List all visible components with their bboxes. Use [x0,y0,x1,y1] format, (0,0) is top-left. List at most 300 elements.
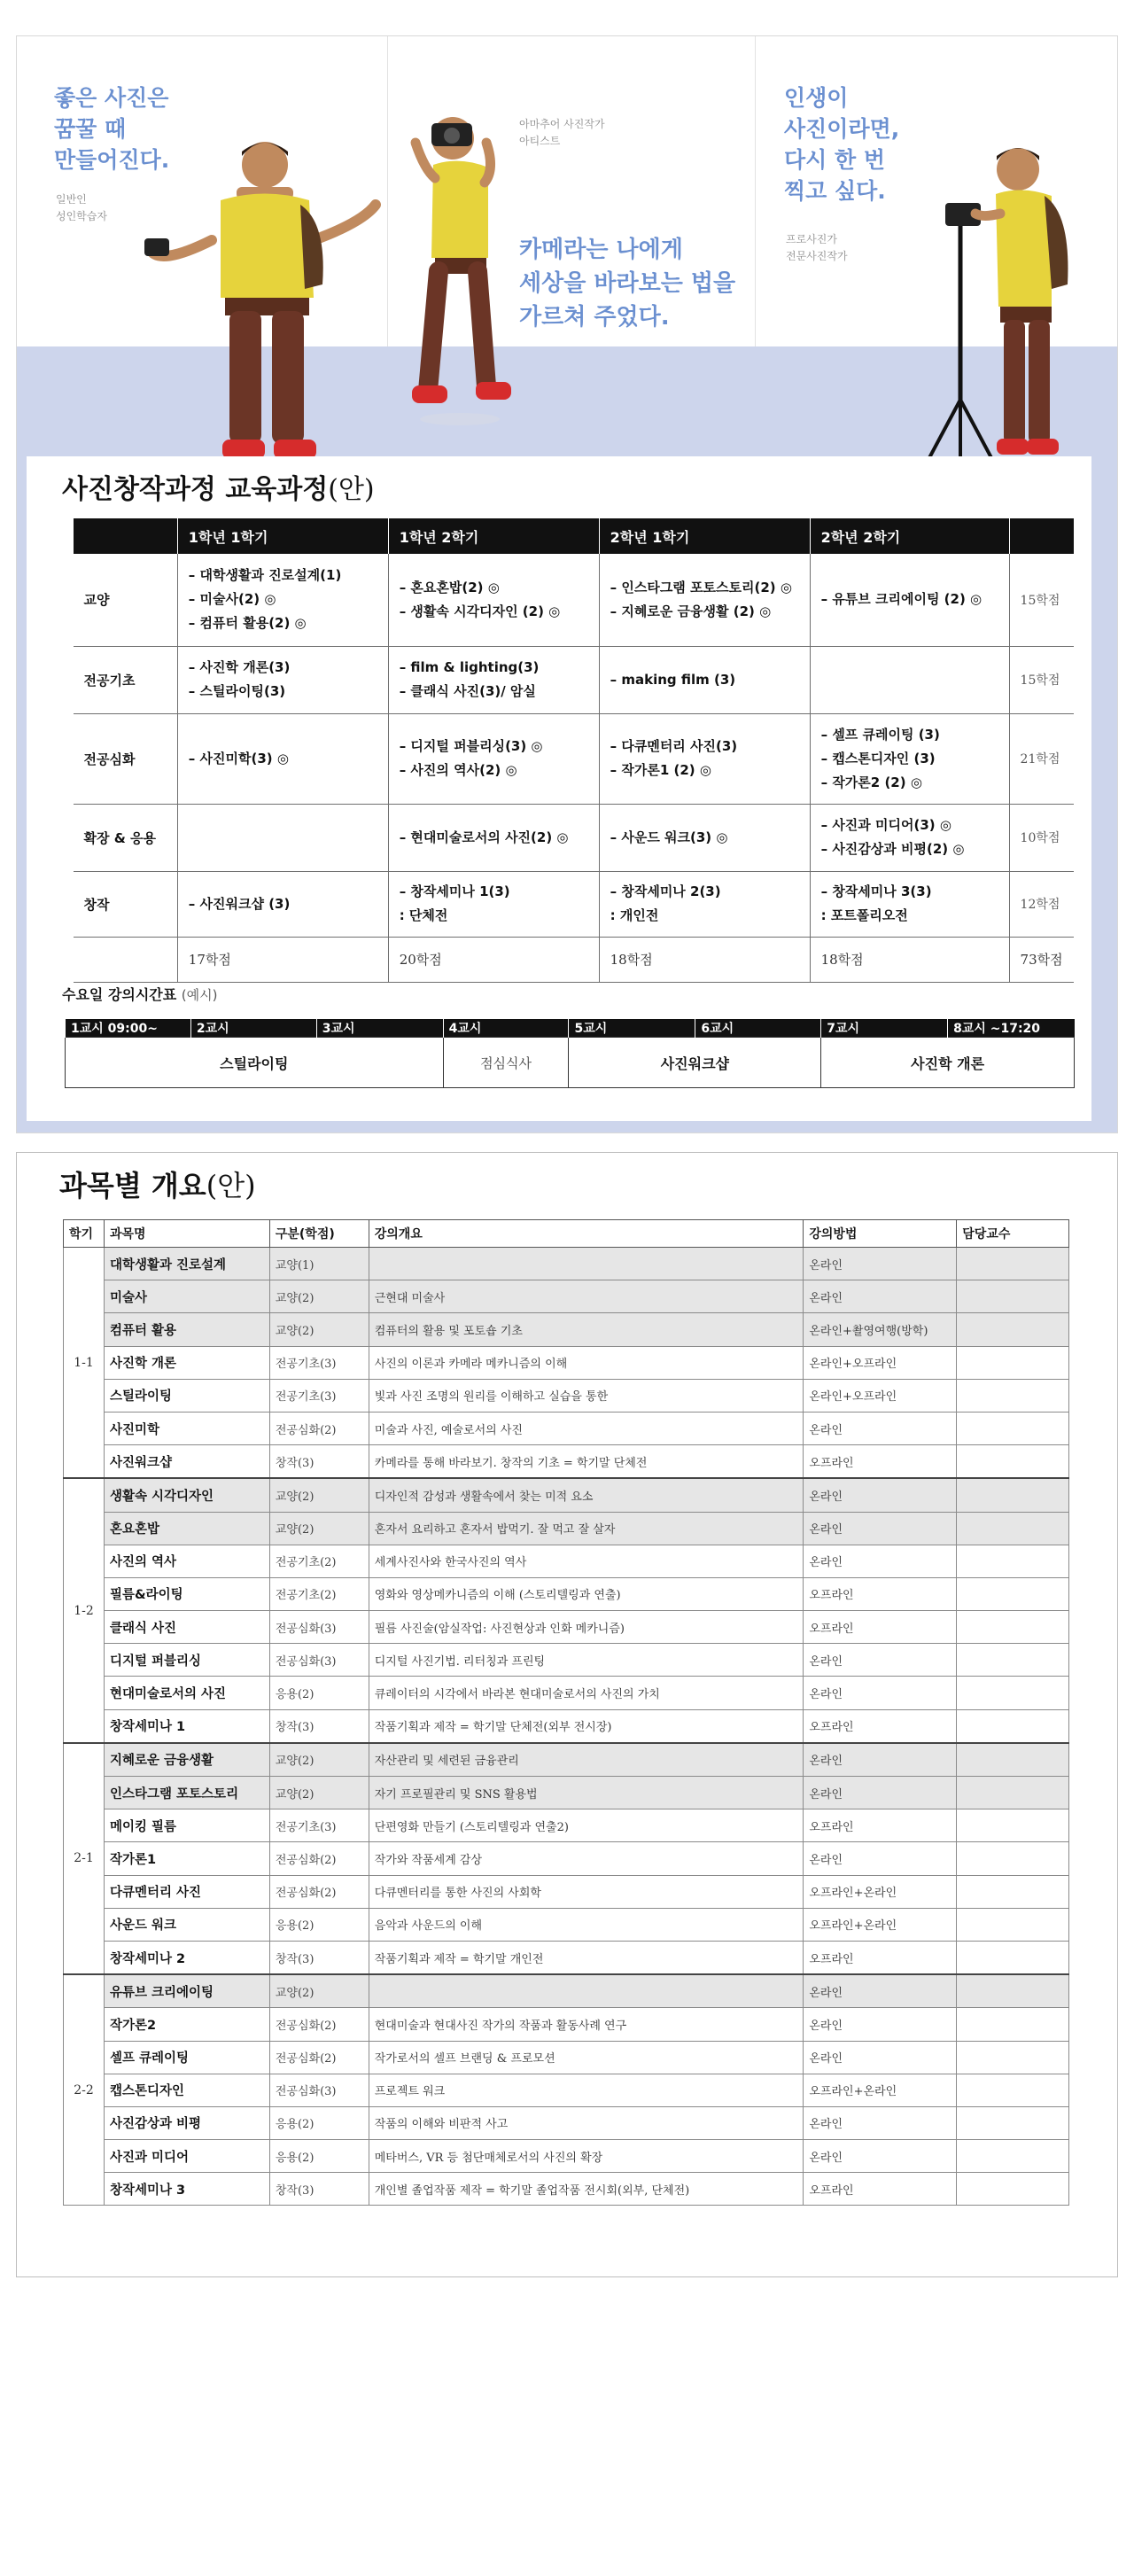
timetable-block-row [66,1038,1075,1088]
curriculum-cell [810,646,1009,713]
subject-description: 메타버스, VR 등 첨단매체로서의 사진의 확장 [369,2140,804,2173]
course-item: : 포트폴리오전 [820,907,908,923]
subject-row [64,2106,1069,2139]
semester-cell: 2-2 [64,1974,105,2206]
subject-row [64,1644,1069,1677]
subject-row [64,1445,1069,1479]
subject-description: 영화와 영상메카니즘의 이해 (스토리텔링과 연출) [369,1577,804,1610]
subject-professor [957,1677,1069,1709]
subject-name: 대학생활과 진로설계 [104,1248,269,1280]
curriculum-cell [810,804,1009,871]
curriculum-cell [599,646,810,713]
subject-name: 디지털 퍼블리싱 [104,1644,269,1677]
hero-who-2: 아마추어 사진작가 아티스트 [519,118,605,147]
subject-name: 다큐멘터리 사진 [104,1875,269,1908]
subject-name: 창작세미나 3 [104,2173,269,2206]
subject-row [64,2140,1069,2173]
course-item: – 클래식 사진(3)/ 암실 [399,683,536,699]
subject-description: 작가로서의 셀프 브랜딩 & 프로모션 [369,2041,804,2074]
subject-row [64,2041,1069,2074]
subject-description [369,1248,804,1280]
timetable-title-text: 수요일 강의시간표 [62,986,177,1003]
subject-method: 온라인+오프라인 [804,1346,957,1379]
subject-category: 전공심화(2) [269,1875,369,1908]
subject-category: 응용(2) [269,1677,369,1709]
subject-method: 오프라인+온라인 [804,2074,957,2106]
subject-name: 창작세미나 1 [104,1709,269,1743]
curriculum-credits: 10학점 [1009,804,1074,871]
curriculum-cell [177,554,388,646]
subject-category: 창작(3) [269,1445,369,1479]
hero-quote-3: 인생이 사진이라면, 다시 한 번 찍고 싶다. [784,85,900,204]
subject-professor [957,1875,1069,1908]
subject-name: 생활속 시각디자인 [104,1478,269,1512]
subject-description: 세계사진사와 한국사진의 역사 [369,1545,804,1577]
subject-description: 자산관리 및 세련된 금융관리 [369,1743,804,1777]
curriculum-row [74,804,1075,871]
subject-header-cell: 과목명 [104,1220,269,1248]
subject-name: 사진학 개론 [104,1346,269,1379]
subject-professor [957,1777,1069,1809]
subject-method: 오프라인 [804,1445,957,1479]
timetable-title [62,984,217,1004]
subject-method: 온라인 [804,1743,957,1777]
subject-description: 프로젝트 워크 [369,2074,804,2106]
subject-title-paren: (안) [206,1169,256,1202]
course-list [400,880,588,928]
subject-name: 혼요혼밥 [104,1512,269,1545]
subject-description: 사진의 이론과 카메라 메카니즘의 이해 [369,1346,804,1379]
course-item: – 창작세미나 3(3) [820,883,932,899]
subject-category: 창작(3) [269,1941,369,1974]
subject-table [63,1219,1069,2206]
timetable-title-note: (예시) [181,987,218,1003]
course-item: – 작가론1 (2) ◎ [610,762,711,778]
subject-method: 오프라인 [804,1709,957,1743]
course-item: – 사운드 워크(3) ◎ [610,829,728,845]
timetable-period: 8교시 ~17:20 [948,1019,1075,1038]
hero-who-1: 일반인 성인학습자 [56,193,107,222]
curriculum-header-cell: 2학년 2학기 [810,518,1009,554]
subject-row [64,1908,1069,1941]
subject-row [64,1709,1069,1743]
subject-professor [957,2041,1069,2074]
subject-description: 근현대 미술사 [369,1280,804,1313]
curriculum-cell [599,554,810,646]
subject-description: 음악과 사운드의 이해 [369,1908,804,1941]
subject-method: 온라인 [804,1248,957,1280]
subject-category: 전공기초(3) [269,1809,369,1842]
subject-header-cell: 담당교수 [957,1220,1069,1248]
subject-category: 전공심화(3) [269,1611,369,1644]
curriculum-header-row [74,518,1075,554]
subject-row [64,1346,1069,1379]
subject-row [64,2008,1069,2041]
curriculum-title [62,467,375,506]
course-list [821,588,998,611]
subject-header-row [64,1220,1069,1248]
course-item: – 캡스톤디자인 (3) [820,750,936,767]
photographer-figure-2 [389,89,531,435]
subject-professor [957,1379,1069,1412]
course-item: – 대학생활과 진로설계(1) [188,567,342,584]
course-list [610,826,799,850]
subject-name: 창작세미나 2 [104,1941,269,1974]
curriculum-cell [388,554,599,646]
course-item: – film & lighting(3) [399,659,540,675]
course-item: – 컴퓨터 활용(2) ◎ [188,615,307,632]
subject-category: 응용(2) [269,2140,369,2173]
course-list [400,576,588,624]
subject-method: 온라인 [804,2041,957,2074]
semester-cell: 2-1 [64,1743,105,1974]
course-list [821,723,998,795]
course-list [821,880,998,928]
curriculum-cell [599,871,810,937]
subject-description: 필름 사진술(암실작업: 사진현상과 인화 메카니즘) [369,1611,804,1644]
subject-row [64,2173,1069,2206]
curriculum-header-cell [1009,518,1074,554]
subject-method: 온라인 [804,1512,957,1545]
subject-professor [957,2074,1069,2106]
hero-who-3: 프로사진가 전문사진작가 [786,233,848,262]
subject-professor [957,1743,1069,1777]
curriculum-total-row [74,937,1075,982]
subject-method: 온라인+오프라인 [804,1379,957,1412]
subject-description: 큐레이터의 시각에서 바라본 현대미술로서의 사진의 가치 [369,1677,804,1709]
subject-method: 온라인 [804,2008,957,2041]
subject-category: 교양(2) [269,1280,369,1313]
subject-professor [957,1644,1069,1677]
subject-name: 사진의 역사 [104,1545,269,1577]
subject-method: 오프라인+온라인 [804,1875,957,1908]
subject-row [64,1577,1069,1610]
subject-method: 온라인 [804,1677,957,1709]
timetable-block: 스틸라이팅 [66,1038,444,1088]
curriculum-header-cell: 2학년 1학기 [599,518,810,554]
subject-title-text: 과목별 개요 [59,1169,206,1202]
subject-row [64,1777,1069,1809]
course-item: – 디지털 퍼블리싱(3) ◎ [399,738,543,754]
subject-category: 전공심화(2) [269,1412,369,1444]
course-item: – 사진과 미디어(3) ◎ [820,817,951,833]
course-item: – 현대미술로서의 사진(2) ◎ [399,829,569,845]
course-item: – 창작세미나 2(3) [610,883,721,899]
timetable-period: 4교시 [443,1019,569,1038]
subject-professor [957,1974,1069,2008]
subject-professor [957,1313,1069,1346]
subject-description: 현대미술과 현대사진 작가의 작품과 활동사례 연구 [369,2008,804,2041]
subject-category: 교양(2) [269,1512,369,1545]
course-item: – 작가론2 (2) ◎ [820,774,922,790]
course-item: – making film (3) [610,671,736,688]
subject-description: 단편영화 만들기 (스토리텔링과 연출2) [369,1809,804,1842]
photographer-figure-1 [141,116,398,488]
subject-category: 창작(3) [269,2173,369,2206]
subject-method: 온라인 [804,1974,957,2008]
subject-professor [957,1577,1069,1610]
subject-category: 전공기초(3) [269,1346,369,1379]
curriculum-cell [599,804,810,871]
subject-category: 전공심화(3) [269,1644,369,1677]
subject-category: 교양(2) [269,1777,369,1809]
course-item: : 개인전 [610,907,659,923]
subject-category: 교양(2) [269,1478,369,1512]
curriculum-header-cell: 1학년 1학기 [177,518,388,554]
subject-method: 온라인 [804,1842,957,1875]
subject-name: 사운드 워크 [104,1908,269,1941]
course-item: – 사진미학(3) ◎ [188,750,289,767]
subject-row [64,1974,1069,2008]
course-list [610,735,799,782]
timetable-period: 1교시 09:00~ [66,1019,191,1038]
subject-method: 오프라인 [804,1611,957,1644]
subject-name: 작가론2 [104,2008,269,2041]
subject-category: 전공기초(3) [269,1379,369,1412]
subject-method: 오프라인+온라인 [804,1908,957,1941]
curriculum-total: 73학점 [1009,937,1074,982]
semester-cell: 1-2 [64,1478,105,1743]
subject-name: 사진감상과 비평 [104,2106,269,2139]
curriculum-card [27,456,1091,1121]
curriculum-total: 20학점 [388,937,599,982]
subject-header-cell: 학기 [64,1220,105,1248]
curriculum-total: 17학점 [177,937,388,982]
subject-name: 지혜로운 금융생활 [104,1743,269,1777]
curriculum-credits: 21학점 [1009,713,1074,804]
subject-professor [957,1709,1069,1743]
subject-row [64,1379,1069,1412]
subject-name: 인스타그램 포토스토리 [104,1777,269,1809]
subject-professor [957,1908,1069,1941]
curriculum-cell [177,713,388,804]
subject-category: 창작(3) [269,1709,369,1743]
subject-method: 오프라인 [804,1577,957,1610]
course-item: – 미술사(2) ◎ [188,591,276,608]
subject-row [64,1313,1069,1346]
curriculum-total: 18학점 [810,937,1009,982]
subject-professor [957,1346,1069,1379]
subject-row [64,1512,1069,1545]
subject-row [64,1677,1069,1709]
subject-category: 교양(2) [269,1974,369,2008]
photographer-figure-3 [912,107,1080,488]
subject-row [64,1412,1069,1444]
curriculum-table [73,518,1074,983]
subject-description: 작품기획과 제작 = 학기말 개인전 [369,1941,804,1974]
hero-quote-1: 좋은 사진은 꿈꿀 때 만들어진다. [54,85,170,173]
curriculum-cell [177,646,388,713]
subject-row [64,1809,1069,1842]
subject-description: 혼자서 요리하고 혼자서 밥먹기. 잘 먹고 잘 살자 [369,1512,804,1545]
subject-method: 온라인 [804,1644,957,1677]
curriculum-area: 확장 & 응용 [74,804,178,871]
subject-professor [957,1478,1069,1512]
semester-cell: 1-1 [64,1248,105,1479]
subject-professor [957,1611,1069,1644]
subject-professor [957,1809,1069,1842]
subject-header-cell: 강의개요 [369,1220,804,1248]
curriculum-row [74,646,1075,713]
curriculum-cell [177,804,388,871]
timetable-period: 7교시 [821,1019,948,1038]
subject-category: 전공기초(2) [269,1545,369,1577]
curriculum-cell [810,713,1009,804]
subject-method: 온라인 [804,2106,957,2139]
subject-professor [957,1248,1069,1280]
subject-name: 사진과 미디어 [104,2140,269,2173]
subject-category: 전공심화(2) [269,2008,369,2041]
subject-professor [957,1280,1069,1313]
subject-name: 메이킹 필름 [104,1809,269,1842]
course-list [610,576,799,624]
subject-row [64,1743,1069,1777]
course-list [189,892,377,916]
subject-method: 온라인 [804,2140,957,2173]
subject-row [64,1545,1069,1577]
subject-professor [957,2008,1069,2041]
subject-row [64,1875,1069,1908]
subject-description: 미술과 사진, 예술로서의 사진 [369,1412,804,1444]
curriculum-total: 18학점 [599,937,810,982]
course-item: – 사진학 개론(3) [188,659,291,675]
timetable-period: 5교시 [569,1019,695,1038]
subject-category: 전공심화(2) [269,1842,369,1875]
course-list [610,880,799,928]
subject-description: 작품기획과 제작 = 학기말 단체전(외부 전시장) [369,1709,804,1743]
subject-method: 온라인 [804,1412,957,1444]
subject-header-cell: 구분(학점) [269,1220,369,1248]
curriculum-cell [388,713,599,804]
curriculum-row [74,713,1075,804]
course-item: – 셀프 큐레이팅 (3) [820,726,940,743]
subject-method: 온라인 [804,1545,957,1577]
curriculum-cell [388,804,599,871]
curriculum-credits: 12학점 [1009,871,1074,937]
subject-method: 온라인 [804,1478,957,1512]
course-item: – 스틸라이팅(3) [188,683,286,699]
subject-category: 교양(2) [269,1743,369,1777]
subject-row [64,1842,1069,1875]
subject-professor [957,1545,1069,1577]
subject-description: 디지털 사진기법. 리터칭과 프린팅 [369,1644,804,1677]
subject-method: 온라인 [804,1777,957,1809]
course-item: – 사진감상과 비평(2) ◎ [820,841,965,857]
curriculum-title-text: 사진창작과정 교육과정 [62,474,329,505]
timetable-period: 3교시 [316,1019,443,1038]
subject-professor [957,1941,1069,1974]
subject-name: 클래식 사진 [104,1611,269,1644]
curriculum-area: 창작 [74,871,178,937]
subject-name: 캡스톤디자인 [104,2074,269,2106]
subject-name: 작가론1 [104,1842,269,1875]
subject-method: 오프라인 [804,1809,957,1842]
subject-description: 컴퓨터의 활용 및 포토숍 기초 [369,1313,804,1346]
subject-overview-title [59,1163,256,1204]
curriculum-cell [177,871,388,937]
course-item: – 창작세미나 1(3) [399,883,510,899]
course-list [400,656,588,704]
subject-name: 필름&라이팅 [104,1577,269,1610]
subject-description: 작가와 작품세계 감상 [369,1842,804,1875]
curriculum-cell [599,713,810,804]
subject-category: 교양(1) [269,1248,369,1280]
course-item: – 유튜브 크리에이팅 (2) ◎ [820,591,983,608]
course-item: – 다큐멘터리 사진(3) [610,738,738,754]
timetable-period: 6교시 [695,1019,821,1038]
course-list [400,826,588,850]
subject-header-cell: 강의방법 [804,1220,957,1248]
course-list [400,735,588,782]
subject-row [64,1280,1069,1313]
subject-category: 전공심화(2) [269,2041,369,2074]
curriculum-header-cell [74,518,178,554]
curriculum-row [74,871,1075,937]
subject-method: 온라인 [804,1280,957,1313]
timetable-block: 사진워크샵 [569,1038,821,1088]
curriculum-credits: 15학점 [1009,554,1074,646]
subject-name: 사진워크샵 [104,1445,269,1479]
subject-row [64,1941,1069,1974]
subject-category: 전공기초(2) [269,1577,369,1610]
subject-name: 현대미술로서의 사진 [104,1677,269,1709]
course-item: – 인스타그램 포토스토리(2) ◎ [610,579,792,595]
subject-name: 스틸라이팅 [104,1379,269,1412]
timetable-block-lunch: 점심식사 [443,1038,569,1088]
subject-method: 오프라인 [804,2173,957,2206]
subject-description: 카메라를 통해 바라보기. 창작의 기초 = 학기말 단체전 [369,1445,804,1479]
subject-professor [957,1412,1069,1444]
subject-row [64,2074,1069,2106]
curriculum-cell [388,646,599,713]
timetable-period-row [66,1019,1075,1038]
curriculum-area: 교양 [74,554,178,646]
course-item: – 사진의 역사(2) ◎ [399,762,517,778]
subject-category: 응용(2) [269,1908,369,1941]
subject-professor [957,2140,1069,2173]
curriculum-area: 전공심화 [74,713,178,804]
subject-description: 개인별 졸업작품 제작 = 학기말 졸업작품 전시회(외부, 단체전) [369,2173,804,2206]
course-list [610,668,799,692]
course-list [189,656,377,704]
subject-description [369,1974,804,2008]
subject-description: 다큐멘터리를 통한 사진의 사회학 [369,1875,804,1908]
subject-name: 미술사 [104,1280,269,1313]
hero-quote-2: 카메라는 나에게 세상을 바라보는 법을 가르쳐 주었다. [519,237,736,331]
curriculum-row [74,554,1075,646]
subject-name: 셀프 큐레이팅 [104,2041,269,2074]
subject-professor [957,2106,1069,2139]
course-list [189,564,377,635]
subject-description: 자기 프로필관리 및 SNS 활용법 [369,1777,804,1809]
subject-description: 빛과 사진 조명의 원리를 이해하고 실습을 통한 [369,1379,804,1412]
course-list [189,747,377,771]
curriculum-cell [810,871,1009,937]
course-item: – 생활속 시각디자인 (2) ◎ [399,603,561,619]
curriculum-cell [388,871,599,937]
subject-category: 교양(2) [269,1313,369,1346]
curriculum-area: 전공기초 [74,646,178,713]
subject-row [64,1478,1069,1512]
curriculum-cell [810,554,1009,646]
subject-name: 사진미학 [104,1412,269,1444]
course-item: : 단체전 [399,907,448,923]
curriculum-title-paren: (안) [328,474,375,505]
course-list [821,813,998,861]
course-item: – 지혜로운 금융생활 (2) ◎ [610,603,772,619]
subject-professor [957,1512,1069,1545]
timetable-block: 사진학 개론 [821,1038,1075,1088]
